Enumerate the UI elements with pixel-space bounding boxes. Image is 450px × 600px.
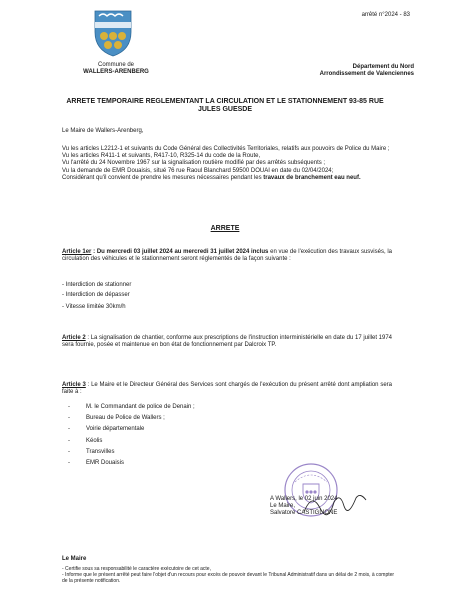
restrictions-list: [62, 282, 131, 312]
recipients-list: [68, 404, 195, 467]
list-item: - EMR Douaisis: [68, 460, 195, 467]
article-1-text: en vue de l'exécution des travaux susvisés, la circulation des véhicules et le stationnement seront réglementés de la façon suivante :: [62, 249, 392, 263]
signature-place-date: A Wallers, le 02 juin 2024: [270, 496, 338, 502]
list-item: - M. le Commandant de police de Denain ;: [68, 404, 195, 411]
list-item: - Bureau de Police de Wallers ;: [68, 415, 195, 422]
considerant-works: travaux de branchement eau neuf.: [263, 174, 361, 181]
considerant: [62, 175, 392, 182]
list-item: - Voirie départementale: [68, 426, 195, 433]
article-3: [62, 382, 392, 396]
list-item: - Interdiction de dépasser: [62, 292, 131, 299]
article-1-dates: Du mercredi 03 juillet 2024 au mercredi 31 juillet 2024 inclus: [96, 249, 269, 255]
document-title: ARRETE TEMPORAIRE REGLEMENTANT LA CIRCULATION ET LE STATIONNEMENT 93-85 RUE JULES GUESDE: [66, 98, 384, 114]
article-1-sep: :: [91, 249, 97, 255]
article-3-text: : Le Maire et le Directeur Général des Services sont chargés de l'exécution du présent arrêté dont ampliation sera faite à :: [62, 382, 392, 396]
department-name: Département du Nord: [352, 64, 414, 70]
commune-label: Commune de: [97, 62, 135, 68]
article-1: [62, 249, 392, 263]
footer-label: Le Maire: [62, 556, 87, 562]
list-item: - Vitesse limitée 30km/h: [62, 304, 131, 311]
prefecture-block: [264, 64, 414, 78]
footer-notes: [62, 566, 398, 584]
article-2: [62, 335, 392, 349]
arrete-heading: ARRETE: [210, 225, 240, 232]
vu-arrete-1967: Vu l'arrêté du 24 Novembre 1967 sur la signalisation routière modifié par des arrêtés subséquents ;: [62, 160, 326, 167]
article-1-label: Article 1er: [62, 249, 92, 255]
signature-name: Salvatore CASTIGLIONE: [270, 510, 338, 517]
article-2-label: Article 2: [62, 335, 86, 341]
arrondissement-name: Arrondissement de Valenciennes: [319, 71, 414, 78]
commune-name: WALLERS-ARENBERG: [83, 69, 149, 76]
vu-cgct: Vu les articles L2212-1 et suivants du Code Général des Collectivités Territoriales, relatifs aux pouvoirs de Police du Maire ;: [62, 146, 390, 152]
coat-of-arms-icon: [92, 8, 134, 58]
signature-role: Le Maire,: [270, 503, 296, 510]
vu-code-route: Vu les articles R411-1 et suivants, R417-10, R325-14 du code de la Route,: [62, 153, 261, 160]
visas-block: [62, 146, 392, 182]
footer-line-executoire: - Certifie sous sa responsabilité le caractère exécutoire de cet acte,: [62, 566, 211, 572]
vu-demande: Vu la demande de EMR Douaisis, situé 76 rue Raoul Blanchard 59500 DOUAI en date du 02/04/2024;: [62, 167, 334, 174]
considerant-text: Considérant qu'il convient de prendre les mesures nécessaires pendant les: [62, 174, 264, 181]
list-item: - Kéolis: [68, 438, 195, 445]
mayor-line: Le Maire de Wallers-Arenberg,: [62, 128, 144, 134]
commune-block: [66, 62, 166, 76]
article-3-label: Article 3: [62, 382, 86, 388]
list-item: - Transvilles: [68, 449, 195, 456]
crest-logo: [92, 8, 134, 58]
list-item: - Interdiction de stationner: [62, 282, 131, 289]
footer-line-recours: - Informe que le présent arrêté peut faire l'objet d'un recours pour excès de pouvoir devant le Tribunal Administratif dans un délai de 2 mois, à compter de la présente notification.: [62, 572, 395, 585]
article-2-text: : La signalisation de chantier, conforme aux prescriptions de l'instruction interministérielle en date du 17 juillet 1974 sera fournie, posée et maintenue en bon état de fonctionnement par Dalcroix TP.: [62, 335, 393, 349]
arrete-number: arrêté n°2024 - 83: [361, 12, 410, 18]
signature-block: [270, 496, 337, 518]
